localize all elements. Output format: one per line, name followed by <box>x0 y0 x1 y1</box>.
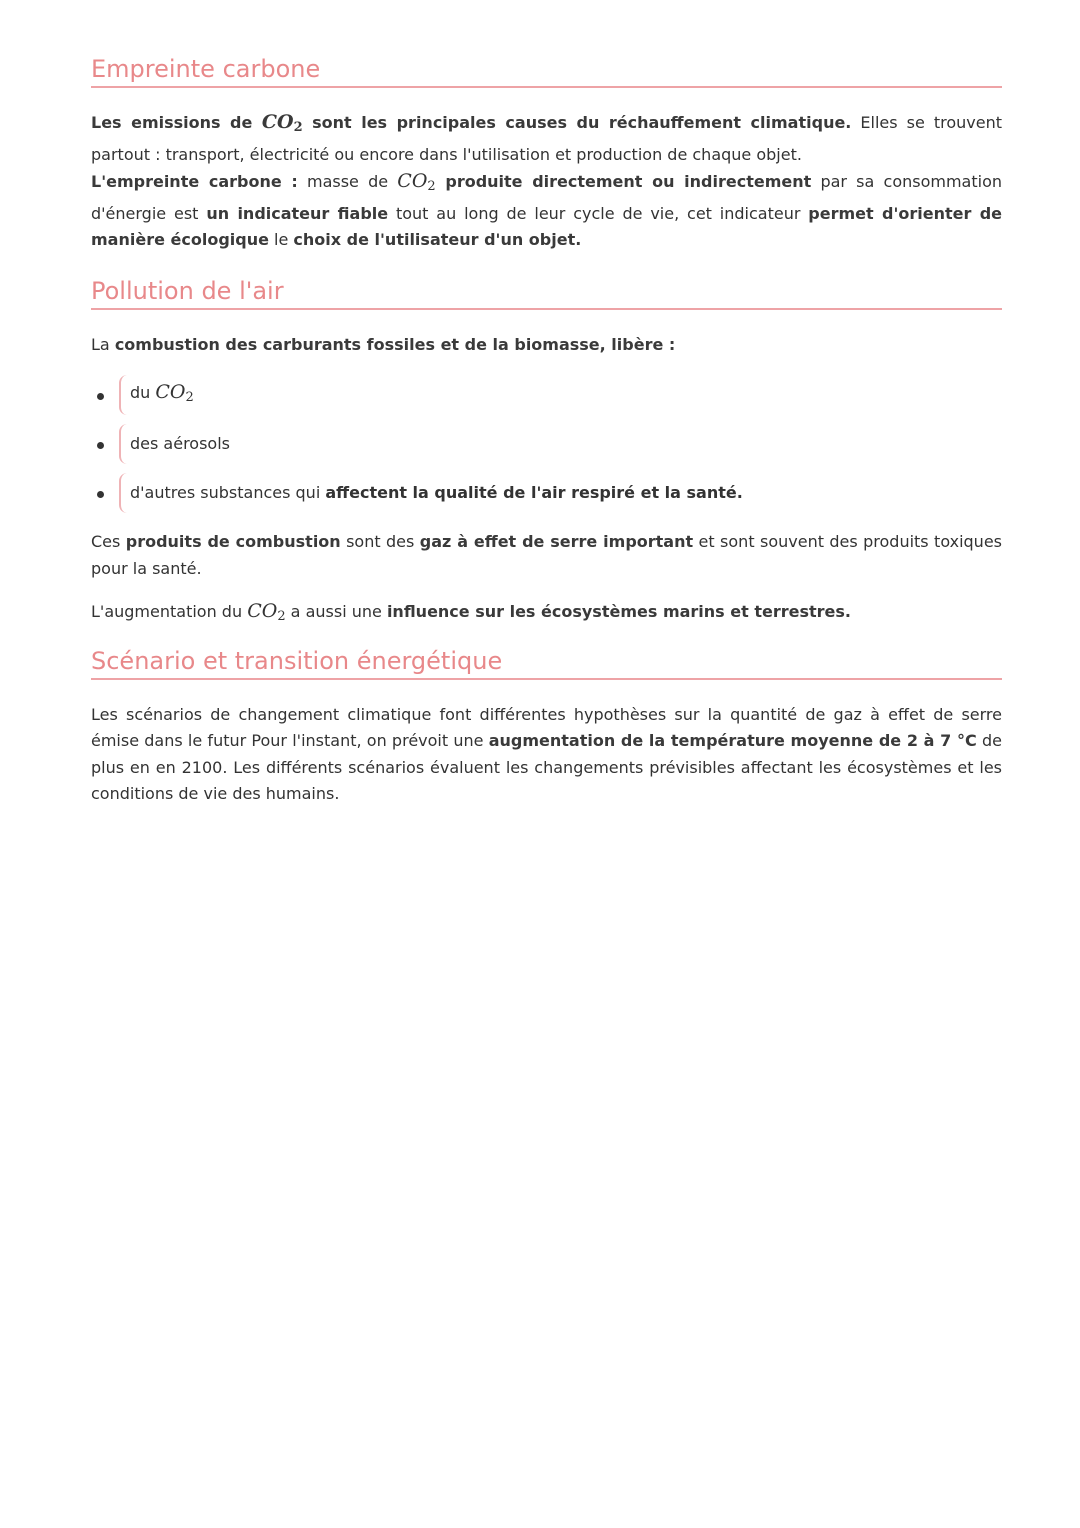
text-span: affectent la qualité de l'air respiré et la santé. <box>325 483 743 502</box>
text-span: sont des <box>340 532 420 551</box>
section-body-scenario-transition <box>91 702 1002 808</box>
math-co2-subscript: 2 <box>293 120 303 135</box>
paragraph-scenarios <box>91 702 1002 808</box>
text-span: et sont souvent des produits toxiques pour la santé. <box>91 532 1002 578</box>
text-span: L'augmentation du <box>91 602 248 621</box>
text-span: le <box>268 230 294 249</box>
brace-icon <box>119 473 127 513</box>
paragraph-co2-influence <box>91 598 1002 631</box>
math-co2-subscript: 2 <box>277 609 286 624</box>
section-title-empreinte-carbone: Empreinte carbone <box>91 52 1002 88</box>
text-span: d'autres substances qui <box>130 483 326 502</box>
bullet-icon <box>97 442 104 449</box>
text-span: permet d'orienter de manière écologique <box>91 203 1003 249</box>
list-item-text <box>130 480 743 506</box>
text-span: Elles se trouvent partout : transport, électricité ou encore dans l'utilisation et production de chaque objet. <box>91 113 1003 164</box>
math-co2-base: CO <box>247 600 278 622</box>
section-body-pollution-air <box>91 332 1002 631</box>
text-span: a aussi une <box>285 602 387 621</box>
text-span: influence sur les écosystèmes marins et terrestres. <box>386 602 851 621</box>
text-span: combustion des carburants fossiles et de la biomasse, libère : <box>114 334 676 354</box>
list-item-text <box>130 379 194 411</box>
list-item-text: des aérosols <box>130 434 230 453</box>
text-span: gaz à effet de serre important <box>419 532 694 551</box>
paragraph-empreinte-definition <box>91 168 1002 254</box>
text-span: par sa consommation d'énergie est <box>91 172 1002 223</box>
list-item <box>91 422 1002 466</box>
math-co2-subscript: 2 <box>427 179 436 194</box>
text-span: tout au long de leur cycle de vie, cet indicateur <box>388 203 809 223</box>
text-span: Ces <box>91 532 126 551</box>
math-co2-base: CO <box>261 111 294 133</box>
math-co2-base: CO <box>155 381 186 403</box>
section-title-scenario-transition: Scénario et transition énergétique <box>91 644 1002 680</box>
brace-icon <box>119 375 127 415</box>
text-span: augmentation de la température moyenne de 2 à 7 °C <box>488 731 977 750</box>
paragraph-combustion-products <box>91 529 1002 582</box>
text-span: produite directement ou indirectement <box>435 172 812 191</box>
bullet-icon <box>97 491 104 498</box>
text-span: de plus en en 2100. Les différents scénarios évaluent les changements prévisibles affectant les écosystèmes et les conditions de vie des humains. <box>91 731 1002 803</box>
math-co2 <box>247 600 285 622</box>
brace-icon <box>119 424 127 464</box>
bullet-icon <box>97 393 104 400</box>
text-span: L'empreinte carbone : <box>91 172 298 191</box>
text-span: du <box>130 383 156 402</box>
text-span: La <box>91 334 115 354</box>
list-item <box>91 471 1002 515</box>
math-co2-subscript: 2 <box>185 390 194 405</box>
section-body-empreinte-carbone <box>91 109 1002 254</box>
text-span: Les scénarios de changement climatique font différentes hypothèses sur la quantité de gaz à effet de serre émise dans le futur Pour l'instant, on prévoit une <box>91 704 1002 750</box>
list-item <box>91 373 1002 417</box>
math-co2-base: CO <box>397 170 428 192</box>
paragraph-emissions <box>91 109 1002 168</box>
text-span: choix de l'utilisateur d'un objet. <box>293 230 582 249</box>
section-title-pollution-air: Pollution de l'air <box>91 274 1002 310</box>
text-span: masse de <box>297 172 398 191</box>
math-co2 <box>397 170 435 192</box>
text-span: Les emissions de <box>91 113 262 132</box>
math-co2 <box>155 381 193 403</box>
text-span: un indicateur fiable <box>206 203 389 223</box>
paragraph-combustion-intro <box>91 332 1002 359</box>
document-page <box>91 52 1002 808</box>
math-co2 <box>262 111 303 133</box>
text-span: produits de combustion <box>125 532 341 551</box>
text-span: sont les principales causes du réchauffement climatique. <box>302 113 852 132</box>
emissions-list <box>91 373 1002 515</box>
